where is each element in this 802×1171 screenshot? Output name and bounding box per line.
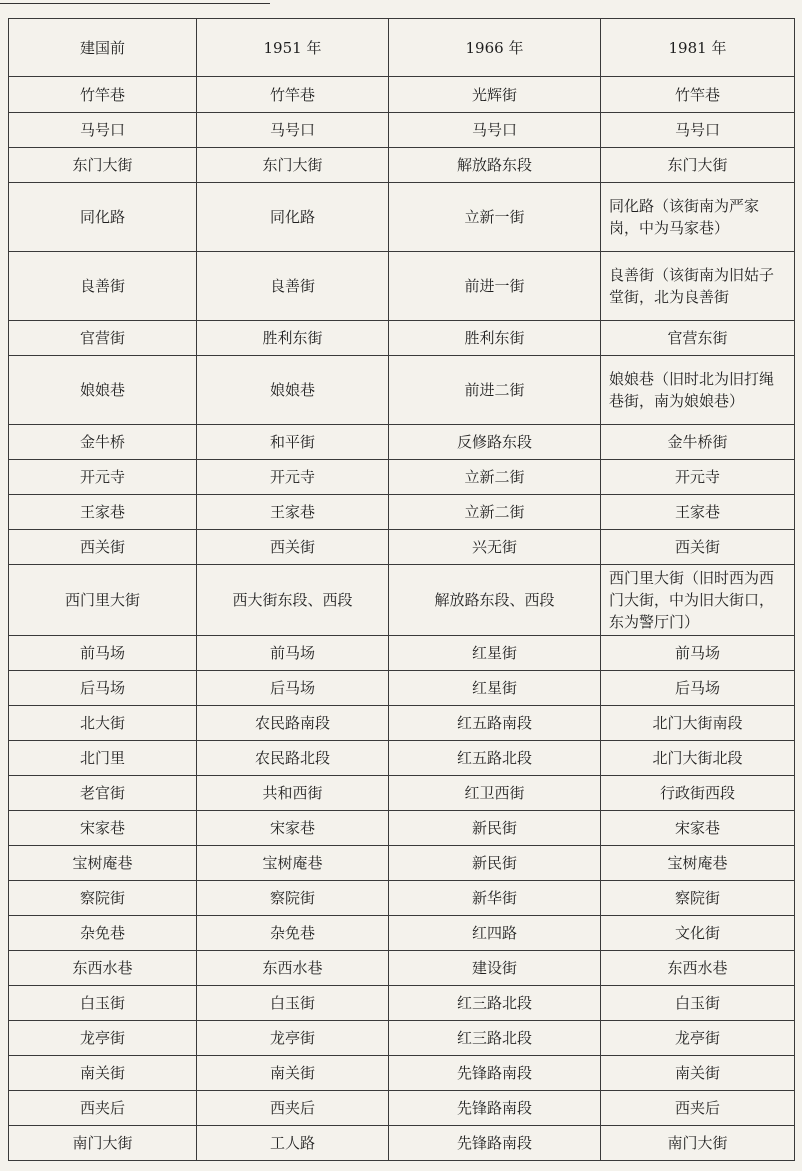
table-cell: 前马场: [601, 636, 795, 671]
table-cell: 南关街: [197, 1056, 389, 1091]
table-cell: 北门大街南段: [601, 706, 795, 741]
table-cell: 红星街: [389, 671, 601, 706]
table-cell: 竹竿巷: [601, 77, 795, 113]
table-cell: 前马场: [9, 636, 197, 671]
table-cell: 马号口: [601, 113, 795, 148]
table-cell: 宋家巷: [9, 811, 197, 846]
table-cell: 杂免巷: [197, 916, 389, 951]
table-cell: 西关街: [9, 530, 197, 565]
table-row: [9, 321, 795, 356]
table-cell: 金牛桥: [9, 425, 197, 460]
table-cell: 老官街: [9, 776, 197, 811]
table-cell: 先锋路南段: [389, 1091, 601, 1126]
table-row: [9, 636, 795, 671]
table-row: [9, 1091, 795, 1126]
table-cell: 后马场: [601, 671, 795, 706]
table-cell: 良善街: [197, 252, 389, 321]
table-row: [9, 1021, 795, 1056]
table-cell: 开元寺: [601, 460, 795, 495]
table-cell: 和平街: [197, 425, 389, 460]
table-cell: 解放路东段、西段: [389, 565, 601, 636]
table-cell: 王家巷: [601, 495, 795, 530]
table-cell: 白玉街: [9, 986, 197, 1021]
table-row: [9, 113, 795, 148]
table-cell: 金牛桥街: [601, 425, 795, 460]
header-cell-1981: 1981 年: [601, 19, 795, 77]
table-cell: 前进一街: [389, 252, 601, 321]
table-cell: 西夹后: [601, 1091, 795, 1126]
table-cell: 西关街: [601, 530, 795, 565]
table-cell: 官营街: [9, 321, 197, 356]
table-row: [9, 530, 795, 565]
table-row: [9, 846, 795, 881]
table-cell: 东门大街: [601, 148, 795, 183]
table-cell: 马号口: [9, 113, 197, 148]
table-cell: 察院街: [601, 881, 795, 916]
table-row: [9, 776, 795, 811]
table-cell: 白玉街: [601, 986, 795, 1021]
table-cell: 白玉街: [197, 986, 389, 1021]
street-name-table: [8, 18, 795, 1161]
table-cell: 王家巷: [197, 495, 389, 530]
table-cell: 先锋路南段: [389, 1056, 601, 1091]
table-cell: 立新一街: [389, 183, 601, 252]
table-cell: 前进二街: [389, 356, 601, 425]
table-cell: 先锋路南段: [389, 1126, 601, 1161]
header-cell-1951: 1951 年: [197, 19, 389, 77]
table-row: [9, 986, 795, 1021]
table-cell: 王家巷: [9, 495, 197, 530]
table-cell: 新民街: [389, 811, 601, 846]
table-cell: 宋家巷: [601, 811, 795, 846]
table-cell: 农民路北段: [197, 741, 389, 776]
table-row: [9, 425, 795, 460]
top-rule: [0, 3, 270, 4]
table-cell: 西门里大街（旧时西为西门大街，中为旧大街口，东为警厅门）: [601, 565, 795, 636]
table-cell: 同化路: [9, 183, 197, 252]
table-cell: 北门里: [9, 741, 197, 776]
table-cell: 西夹后: [9, 1091, 197, 1126]
table-cell: 红星街: [389, 636, 601, 671]
table-cell: 红五路北段: [389, 741, 601, 776]
table-cell: 察院街: [9, 881, 197, 916]
table-cell: 官营东街: [601, 321, 795, 356]
table-row: [9, 460, 795, 495]
table-cell: 同化路: [197, 183, 389, 252]
table-cell: 东西水巷: [601, 951, 795, 986]
table-row: [9, 565, 795, 636]
table-cell: 南门大街: [601, 1126, 795, 1161]
table-row: [9, 183, 795, 252]
table-cell: 农民路南段: [197, 706, 389, 741]
table-row: [9, 356, 795, 425]
header-row: [9, 19, 795, 77]
table-cell: 西门里大街: [9, 565, 197, 636]
header-cell-pre-1949: 建国前: [9, 19, 197, 77]
table-cell: 红卫西街: [389, 776, 601, 811]
table-cell: 娘娘巷: [197, 356, 389, 425]
table-row: [9, 148, 795, 183]
table-cell: 解放路东段: [389, 148, 601, 183]
table-cell: 龙亭街: [197, 1021, 389, 1056]
table-cell: 西关街: [197, 530, 389, 565]
table-cell: 文化街: [601, 916, 795, 951]
table-cell: 杂免巷: [9, 916, 197, 951]
table-cell: 良善街: [9, 252, 197, 321]
table-cell: 北门大街北段: [601, 741, 795, 776]
table-row: [9, 741, 795, 776]
table-cell: 立新二街: [389, 460, 601, 495]
table-cell: 红四路: [389, 916, 601, 951]
table-cell: 南门大街: [9, 1126, 197, 1161]
table-cell: 建设街: [389, 951, 601, 986]
table-cell: 胜利东街: [197, 321, 389, 356]
table-cell: 同化路（该街南为严家岗，中为马家巷）: [601, 183, 795, 252]
table-cell: 东西水巷: [9, 951, 197, 986]
table-row: [9, 916, 795, 951]
table-row: [9, 706, 795, 741]
table-cell: 东门大街: [197, 148, 389, 183]
table-cell: 东门大街: [9, 148, 197, 183]
table-cell: 胜利东街: [389, 321, 601, 356]
table-cell: 南关街: [9, 1056, 197, 1091]
table-cell: 马号口: [389, 113, 601, 148]
table-cell: 开元寺: [197, 460, 389, 495]
table-cell: 西夹后: [197, 1091, 389, 1126]
table-cell: 娘娘巷: [9, 356, 197, 425]
table-row: [9, 671, 795, 706]
table-row: [9, 77, 795, 113]
table-cell: 娘娘巷（旧时北为旧打绳巷街，南为娘娘巷）: [601, 356, 795, 425]
table-cell: 反修路东段: [389, 425, 601, 460]
table-cell: 东西水巷: [197, 951, 389, 986]
table-row: [9, 951, 795, 986]
table-row: [9, 1126, 795, 1161]
table-cell: 南关街: [601, 1056, 795, 1091]
table-cell: 工人路: [197, 1126, 389, 1161]
table-cell: 红三路北段: [389, 986, 601, 1021]
header-cell-1966: 1966 年: [389, 19, 601, 77]
table-cell: 龙亭街: [9, 1021, 197, 1056]
table-cell: 察院街: [197, 881, 389, 916]
table-cell: 竹竿巷: [9, 77, 197, 113]
table-cell: 行政街西段: [601, 776, 795, 811]
table-cell: 红五路南段: [389, 706, 601, 741]
table-cell: 龙亭街: [601, 1021, 795, 1056]
table-cell: 宝树庵巷: [601, 846, 795, 881]
table-cell: 良善街（该街南为旧姑子堂街，北为良善街: [601, 252, 795, 321]
table-cell: 后马场: [9, 671, 197, 706]
table-cell: 开元寺: [9, 460, 197, 495]
table-row: [9, 1056, 795, 1091]
table-row: [9, 252, 795, 321]
table-cell: 新华街: [389, 881, 601, 916]
table-cell: 红三路北段: [389, 1021, 601, 1056]
table-body: [9, 77, 795, 1161]
table-cell: 宝树庵巷: [197, 846, 389, 881]
table-cell: 兴无街: [389, 530, 601, 565]
table-cell: 前马场: [197, 636, 389, 671]
table-cell: 共和西街: [197, 776, 389, 811]
table-row: [9, 881, 795, 916]
table-cell: 光辉街: [389, 77, 601, 113]
table-cell: 竹竿巷: [197, 77, 389, 113]
table-cell: 北大街: [9, 706, 197, 741]
table-cell: 后马场: [197, 671, 389, 706]
table-cell: 新民街: [389, 846, 601, 881]
table-row: [9, 495, 795, 530]
table-cell: 马号口: [197, 113, 389, 148]
table-cell: 西大街东段、西段: [197, 565, 389, 636]
table-cell: 宝树庵巷: [9, 846, 197, 881]
table-row: [9, 811, 795, 846]
table-cell: 宋家巷: [197, 811, 389, 846]
table-cell: 立新二街: [389, 495, 601, 530]
